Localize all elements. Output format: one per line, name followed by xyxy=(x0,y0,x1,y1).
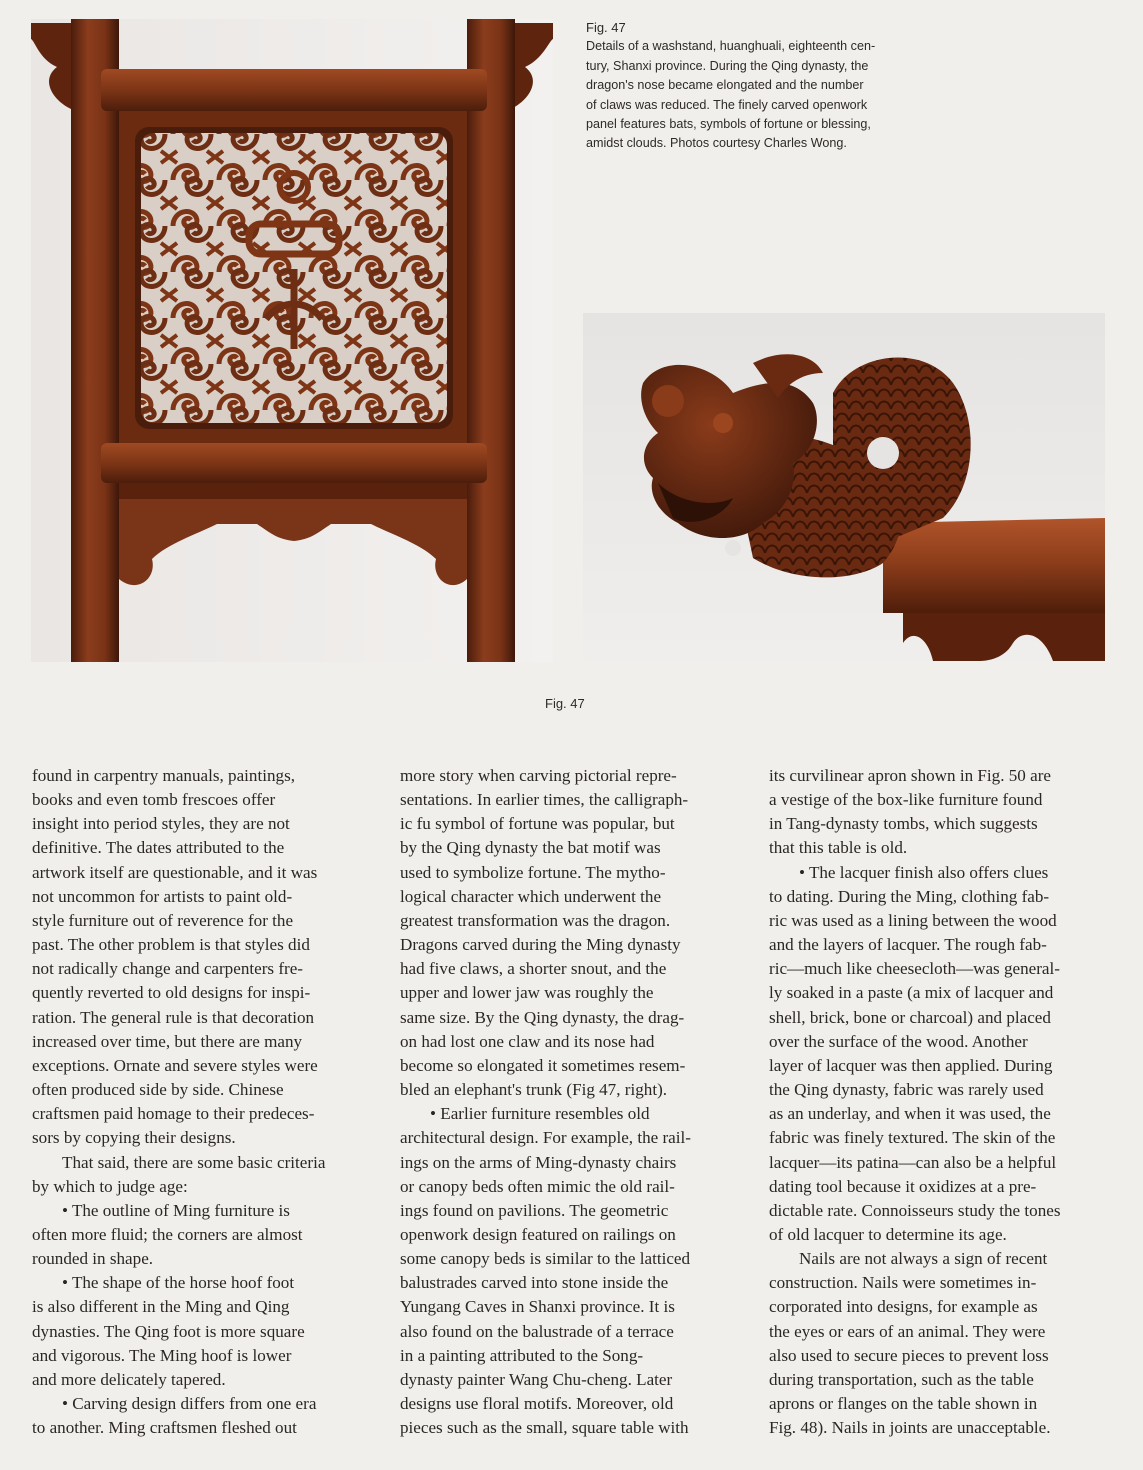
body-text-line: ly soaked in a paste (a mix of lacquer and xyxy=(769,983,1054,1003)
body-text-line: dictable rate. Connoisseurs study the tones xyxy=(769,1200,1061,1220)
body-text-line: ric was used as a lining between the wood xyxy=(769,910,1057,930)
body-text-line: architectural design. For example, the rail- xyxy=(400,1128,691,1148)
body-text-line: • Earlier furniture resembles old xyxy=(430,1104,650,1124)
body-text-line: by the Qing dynasty the bat motif was xyxy=(400,838,661,858)
body-text-line: in Tang-dynasty tombs, which suggests xyxy=(769,814,1038,834)
body-text-line: openwork design featured on railings on xyxy=(400,1224,676,1244)
caption-line: amidst clouds. Photos courtesy Charles Wong. xyxy=(586,136,847,151)
body-text-line: dating tool because it oxidizes at a pre- xyxy=(769,1176,1037,1196)
body-text-line: designs use floral motifs. Moreover, old xyxy=(400,1394,674,1414)
carved-openwork-panel-icon xyxy=(31,19,553,662)
body-text-line: some canopy beds is similar to the latticed xyxy=(400,1249,691,1269)
body-text-line: • Carving design differs from one era xyxy=(62,1394,317,1414)
body-text-line: and more delicately tapered. xyxy=(32,1369,226,1389)
body-text-line: shell, brick, bone or charcoal) and placed xyxy=(769,1007,1051,1027)
body-text-line: of old lacquer to determine its age. xyxy=(769,1224,1007,1244)
body-text-line: • The shape of the horse hoof foot xyxy=(62,1273,295,1293)
body-text-line: and vigorous. The Ming hoof is lower xyxy=(32,1345,292,1365)
body-text-line: construction. Nails were sometimes in- xyxy=(769,1273,1037,1293)
body-text-line: lacquer—its patina—can also be a helpful xyxy=(769,1152,1057,1172)
body-text-line: fabric was finely textured. The skin of the xyxy=(769,1128,1056,1148)
figure-label: Fig. 47 xyxy=(545,696,585,711)
body-text-line: balustrades carved into stone inside the xyxy=(400,1273,669,1293)
carved-dragon-head-finial-icon xyxy=(583,313,1105,661)
body-text-line: quently reverted to old designs for inspi- xyxy=(32,983,311,1003)
body-text-line: greatest transformation was the dragon. xyxy=(400,910,671,930)
dragon-head-photo xyxy=(583,313,1105,661)
body-text-line: as an underlay, and when it was used, the xyxy=(769,1104,1051,1124)
body-text-line: found in carpentry manuals, paintings, xyxy=(32,766,295,785)
body-text-line: to dating. During the Ming, clothing fab- xyxy=(769,886,1050,906)
body-text-line: ings found on pavilions. The geometric xyxy=(400,1200,669,1220)
body-text-line: not uncommon for artists to paint old- xyxy=(32,886,293,906)
body-text-line: same size. By the Qing dynasty, the drag- xyxy=(400,1007,685,1027)
body-text-line: that this table is old. xyxy=(769,838,908,858)
body-text-line: sors by copying their designs. xyxy=(32,1128,236,1148)
body-text-line: is also different in the Ming and Qing xyxy=(32,1297,290,1317)
body-text-line: Fig. 48). Nails in joints are unacceptable. xyxy=(769,1418,1051,1438)
text-column-2 xyxy=(400,764,740,1440)
body-text-line: the Qing dynasty, fabric was rarely used xyxy=(769,1080,1044,1100)
body-text-line: ings on the arms of Ming-dynasty chairs xyxy=(400,1152,677,1172)
body-text-line: during transportation, such as the table xyxy=(769,1369,1034,1389)
body-text-line: dynasty painter Wang Chu-cheng. Later xyxy=(400,1369,673,1389)
body-text-line: often produced side by side. Chinese xyxy=(32,1080,284,1100)
body-text-line: books and even tomb frescoes offer xyxy=(32,790,276,810)
body-text-line: sentations. In earlier times, the calligraph- xyxy=(400,790,689,810)
body-text-line: • The lacquer finish also offers clues xyxy=(799,862,1049,882)
body-text-line: had five claws, a shorter snout, and the xyxy=(400,959,667,979)
body-text-line: also found on the balustrade of a terrace xyxy=(400,1321,674,1341)
caption-line: dragon's nose became elongated and the number xyxy=(586,78,864,93)
body-text-line: insight into period styles, they are not xyxy=(32,814,290,834)
body-text-line: its curvilinear apron shown in Fig. 50 are xyxy=(769,766,1051,785)
body-text-line: rounded in shape. xyxy=(32,1249,154,1269)
body-text-line: corporated into designs, for example as xyxy=(769,1297,1038,1317)
body-text-line: That said, there are some basic criteria xyxy=(62,1152,326,1172)
caption-line: panel features bats, symbols of fortune or blessing, xyxy=(586,117,871,132)
caption-line: Details of a washstand, huanghuali, eighteenth cen- xyxy=(586,39,876,54)
body-text-line: Nails are not always a sign of recent xyxy=(799,1249,1048,1269)
body-text-line: past. The other problem is that styles did xyxy=(32,935,310,955)
body-text-line: dynasties. The Qing foot is more square xyxy=(32,1321,305,1341)
body-text-line: layer of lacquer was then applied. During xyxy=(769,1055,1053,1075)
text-column-1 xyxy=(32,764,372,1440)
figure-caption xyxy=(586,18,916,154)
body-text-line: by which to judge age: xyxy=(32,1176,188,1196)
body-text-line: • The outline of Ming furniture is xyxy=(62,1200,290,1220)
body-text-line: often more fluid; the corners are almost xyxy=(32,1224,303,1244)
body-text-line: over the surface of the wood. Another xyxy=(769,1031,1028,1051)
washstand-panel-photo xyxy=(31,19,553,662)
body-text-line: logical character which underwent the xyxy=(400,886,662,906)
body-text-line: become so elongated it sometimes resem- xyxy=(400,1055,686,1075)
body-text-line: more story when carving pictorial repre- xyxy=(400,766,677,785)
body-text-line: on had lost one claw and its nose had xyxy=(400,1031,655,1051)
body-text-line: artwork itself are questionable, and it was xyxy=(32,862,318,882)
body-text-line: increased over time, but there are many xyxy=(32,1031,303,1051)
body-text-line: Dragons carved during the Ming dynasty xyxy=(400,935,681,955)
body-text-line: Yungang Caves in Shanxi province. It is xyxy=(400,1297,675,1317)
body-text-line: not radically change and carpenters fre- xyxy=(32,959,303,979)
body-text-line: ric—much like cheesecloth—was general- xyxy=(769,959,1060,979)
body-text-line: also used to secure pieces to prevent loss xyxy=(769,1345,1049,1365)
body-text-line: to another. Ming craftsmen fleshed out xyxy=(32,1418,297,1438)
body-text-line: definitive. The dates attributed to the xyxy=(32,838,285,858)
body-text-line: style furniture out of reverence for the xyxy=(32,910,294,930)
body-text-line: exceptions. Ornate and severe styles were xyxy=(32,1055,318,1075)
body-text-line: a vestige of the box-like furniture found xyxy=(769,790,1043,810)
caption-line: of claws was reduced. The finely carved openwork xyxy=(586,97,868,112)
body-text-line: ic fu symbol of fortune was popular, but xyxy=(400,814,675,834)
body-text-line: craftsmen paid homage to their predeces- xyxy=(32,1104,315,1124)
body-text-line: used to symbolize fortune. The mytho- xyxy=(400,862,666,882)
body-text-line: pieces such as the small, square table with xyxy=(400,1418,689,1438)
caption-fig-label: Fig. 47 xyxy=(586,20,626,35)
body-text-line: upper and lower jaw was roughly the xyxy=(400,983,654,1003)
body-text-line: bled an elephant's trunk (Fig 47, right). xyxy=(400,1080,668,1100)
text-column-3 xyxy=(769,764,1109,1440)
body-text-line: ration. The general rule is that decoration xyxy=(32,1007,315,1027)
body-text-line: in a painting attributed to the Song- xyxy=(400,1345,644,1365)
body-text-line: aprons or flanges on the table shown in xyxy=(769,1394,1038,1414)
body-text-line: the eyes or ears of an animal. They were xyxy=(769,1321,1046,1341)
body-text-line: or canopy beds often mimic the old rail- xyxy=(400,1176,675,1196)
caption-line: tury, Shanxi province. During the Qing dynasty, the xyxy=(586,58,869,73)
body-text-line: and the layers of lacquer. The rough fab- xyxy=(769,935,1047,955)
